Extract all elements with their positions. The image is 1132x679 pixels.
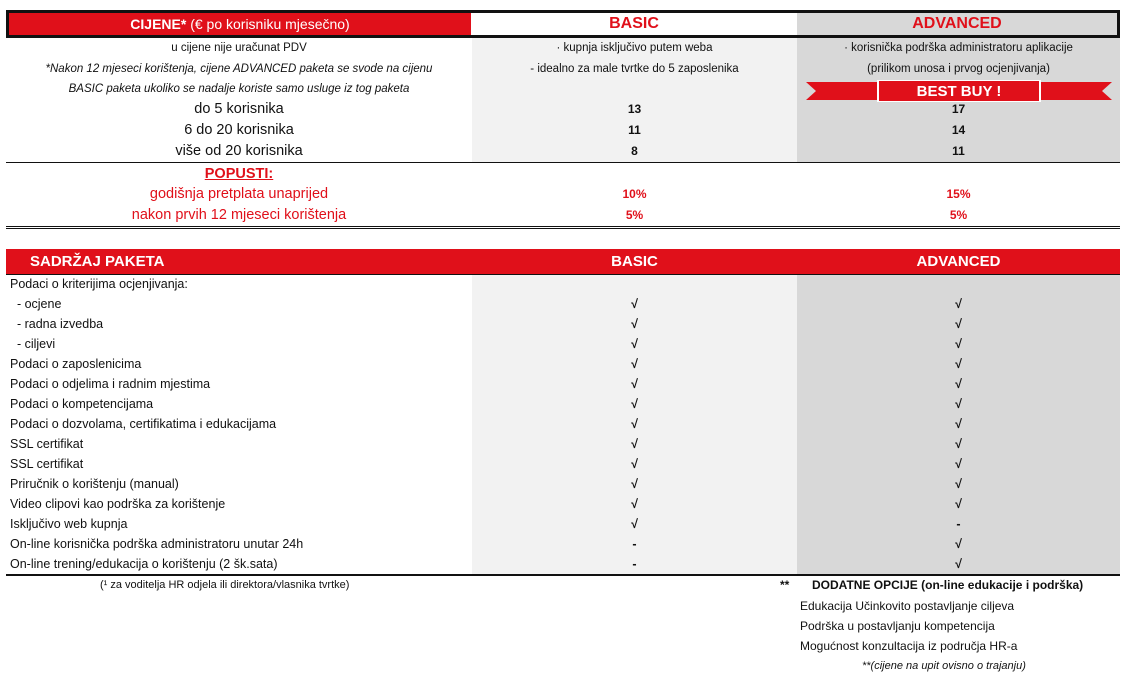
feature-advanced-check: √ [955, 337, 962, 351]
pricing-header-title [9, 13, 471, 35]
note-advanced-2: BASIC paketa ukoliko se nadalje koriste samo usluge iz tog paketa [68, 83, 410, 95]
tier-advanced-price: 11 [952, 144, 965, 158]
feature-basic-check: √ [631, 477, 638, 491]
pricing-title-bold: CIJENE* [130, 16, 187, 32]
feature-advanced-check: √ [955, 297, 962, 311]
feature-advanced-check: - [956, 517, 961, 531]
feature-label: - ciljevi [10, 337, 56, 351]
feature-label: On-line trening/edukacija o korištenju (2 šk.sata) [10, 557, 278, 571]
footer-note: (¹ za voditelja HR odjela ili direktora/vlasnika tvrtke) [100, 579, 350, 591]
feature-advanced-check: √ [955, 537, 962, 551]
feature-label: - radna izvedba [10, 317, 104, 331]
divider [6, 162, 1120, 163]
tier-advanced-price: 14 [951, 123, 966, 137]
options-price-note: **(cijene na upit ovisno o trajanju) [862, 660, 1026, 672]
pricing-header-basic: BASIC [471, 13, 797, 35]
divider [6, 226, 1120, 227]
feature-basic-check: - [632, 557, 637, 571]
option-item: Edukacija Učinkovito postavljanje ciljeva [800, 599, 1015, 613]
feature-advanced-check: √ [955, 417, 962, 431]
feature-advanced-check: √ [955, 457, 962, 471]
feature-basic-check: √ [631, 417, 638, 431]
tier-label: do 5 korisnika [194, 101, 284, 117]
option-item: Mogućnost konzultacija iz područja HR-a [800, 639, 1018, 653]
note-basic-1: · kupnja isključivo putem weba [556, 42, 713, 54]
feature-advanced-check: √ [955, 357, 962, 371]
feature-basic-check: √ [631, 297, 638, 311]
note-adv-1: · korisnička podrška administratoru aplikacije [844, 42, 1073, 54]
feature-label: On-line korisnička podrška administratoru unutar 24h [10, 537, 304, 551]
feature-label: SSL certifikat [10, 457, 84, 471]
feature-label: Podaci o zaposlenicima [10, 357, 142, 371]
pricing-header [6, 10, 1120, 38]
note-advanced-1: *Nakon 12 mjeseci korištenja, cijene ADVANCED paketa se svode na cijenu [45, 63, 433, 75]
feature-basic-check: √ [631, 497, 638, 511]
feature-basic-check: √ [631, 377, 638, 391]
feature-basic-check: - [632, 537, 637, 551]
option-item: Podrška u postavljanju kompetencija [800, 619, 995, 633]
content-header [6, 249, 1120, 274]
best-buy-label: BEST BUY ! [916, 82, 1002, 100]
tier-advanced-price: 17 [951, 102, 966, 116]
feature-basic-check: √ [631, 397, 638, 411]
feature-basic-check: √ [631, 457, 638, 471]
content-header-title: SADRŽAJ PAKETA [30, 253, 165, 270]
note-basic-2: - idealno za male tvrtke do 5 zaposlenika [530, 63, 739, 75]
content-header-advanced: ADVANCED [916, 253, 1001, 270]
feature-label: - ocjene [10, 297, 62, 311]
feature-basic-check: √ [631, 437, 638, 451]
feature-label: Podaci o dozvolama, certifikatima i edukacijama [10, 417, 277, 431]
tier-basic-price: 11 [628, 123, 641, 137]
feature-label: SSL certifikat [10, 437, 84, 451]
feature-advanced-check: √ [955, 477, 962, 491]
feature-label: Podaci o kriterijima ocjenjivanja: [10, 277, 188, 291]
discount-basic: 5% [625, 208, 644, 222]
feature-label: Podaci o odjelima i radnim mjestima [10, 377, 211, 391]
discount-basic: 10% [622, 187, 647, 201]
feature-advanced-check: √ [955, 377, 962, 391]
discount-advanced: 15% [946, 187, 971, 201]
discount-label: nakon prvih 12 mjeseci korištenja [131, 207, 347, 223]
feature-advanced-check: √ [955, 557, 962, 571]
discount-advanced: 5% [949, 208, 968, 222]
tier-label: 6 do 20 korisnika [184, 122, 294, 138]
discounts-title: POPUSTI: [204, 166, 274, 182]
feature-advanced-check: √ [955, 497, 962, 511]
tier-basic-price: 8 [631, 144, 638, 158]
feature-label: Video clipovi kao podrška za korištenje [10, 497, 226, 511]
options-title: DODATNE OPCIJE (on-line edukacije i podrška) [812, 578, 1084, 592]
feature-advanced-check: √ [955, 317, 962, 331]
feature-basic-check: √ [631, 517, 638, 531]
feature-basic-check: √ [631, 357, 638, 371]
feature-basic-check: √ [631, 337, 638, 351]
feature-label: Podaci o kompetencijama [10, 397, 154, 411]
pricing-title-rest: (€ po korisniku mjesečno) [186, 16, 350, 32]
options-marker: ** [780, 578, 790, 592]
feature-advanced-check: √ [955, 397, 962, 411]
tier-label: više od 20 korisnika [175, 143, 303, 159]
tier-basic-price: 13 [627, 102, 642, 116]
divider [6, 228, 1120, 229]
pricing-header-advanced: ADVANCED [797, 13, 1117, 35]
feature-label: Isključivo web kupnja [10, 517, 128, 531]
content-header-basic: BASIC [611, 253, 658, 270]
feature-advanced-check: √ [955, 437, 962, 451]
feature-basic-check: √ [631, 317, 638, 331]
note-vat: u cijene nije uračunat PDV [171, 42, 307, 54]
discount-label: godišnja pretplata unaprijed [149, 186, 329, 202]
note-adv-2: (prilikom unosa i prvog ocjenjivanja) [867, 63, 1050, 75]
feature-label: Priručnik o korištenju (manual) [10, 477, 179, 491]
